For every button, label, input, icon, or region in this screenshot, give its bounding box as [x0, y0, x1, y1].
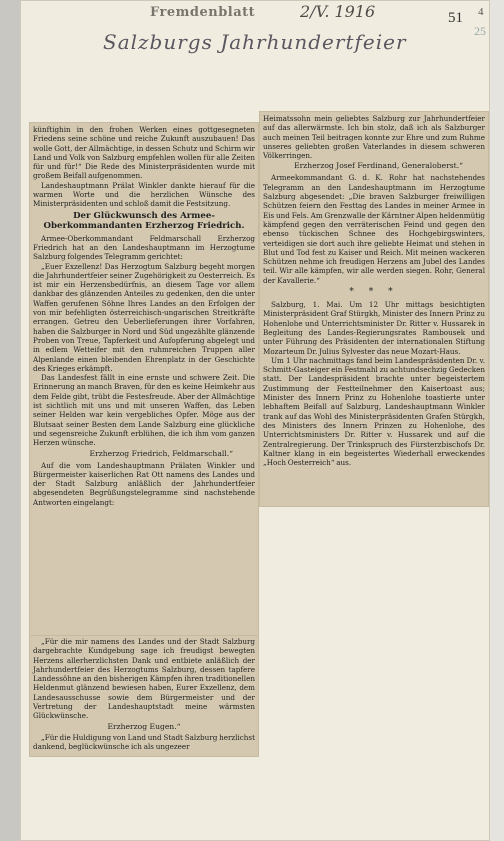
- newspaper-stamp: Fremdenblatt: [150, 5, 256, 20]
- clipping-left-column: [30, 123, 258, 636]
- signature-line: Erzherzog Friedrich, Feldmarschall.“: [89, 448, 233, 458]
- scan-right-border: [490, 0, 504, 841]
- paragraph: künftighin in den frohen Werken eines gottgesegneten Friedens seine schöne und reiche Zukunft auszubauen! Das wolle Gott, der Allmächtige, in dessen Schutz und Schirm wir Land und Volk von Salzburg empfehlen wollen für alle Zeiten für und für!“ Die Rede des Ministerpräsidenten wurde mit großem Beifall aufgenommen.: [33, 125, 255, 181]
- paragraph: „Für die Huldigung von Land und Stadt Salzburg herzlichst dankend, beglückwünsche ich als ungezeer: [33, 732, 256, 751]
- section-separator: * * *: [349, 287, 399, 298]
- corner-mark: 4: [478, 6, 484, 18]
- paragraph: Armee-Oberkommandant Feldmarschall Erzherzog Friedrich hat an den Landeshauptmann im Herzogtume Salzburg folgendes Telegramm gerichtet:: [33, 233, 255, 262]
- paragraph: „Für die mir namens des Landes und der Stadt Salzburg dargebrachte Kundgebung sage ich freudigst bewegten Herzens allerherzlichsten Dank und entbiete anläßlich der Jahrhundertfeier des Herzogtums Salzburg, dessen tapfere Landessöhne an den bisherigen Kämpfen ihren traditionellen Heldenmut glänzend bewiesen haben, Eurer Exzellenz, dem Landesausschusse sowie dem Bürgermeister und der Vertretung der Landeshauptstadt meine wärmsten Glückwünsche.: [33, 637, 255, 721]
- paragraph: Heimatssohn mein geliebtes Salzburg zur Jahrhundertfeier auf das allerwärmste. Ich bin stolz, daß ich als Salzburger auch meinen Teil beitragen konnte zur Ehre und zum Ruhme unseres geliebten großen Vaterlandes in diesem schweren Völkerringen.: [263, 114, 485, 161]
- handwritten-date: 2/V. 1916: [300, 2, 376, 21]
- page-number: 51: [448, 10, 463, 26]
- scan-left-border: [0, 0, 20, 841]
- paragraph: Das Landesfest fällt in eine ernste und schwere Zeit. Die Erinnerung an manch Braven, für den es keine Heimkehr aus dem Felde gibt, trübt die Festesfreude. Aber der Allmächtige ist sichtlich mit uns und mit unseren Waffen, das Leben seiner Helden war kein vergebliches Opfer. Möge aus der Blutsaat seiner Besten dem Lande Salzburg eine glückliche und segensreiche Zukunft erblühen, die ich ihm vom ganzen Herzen wünsche.: [33, 373, 255, 448]
- clipping-left-continuation: [30, 636, 258, 756]
- handwritten-title: Salzburgs Jahrhundertfeier: [103, 30, 407, 54]
- paragraph: Auf die vom Landeshauptmann Prälaten Winkler und Bürgermeister kaiserlichen Rat Ott namens des Landes und der Stadt Salzburg anläßlich der Jahrhundertfeier abgesendeten Begrüßungstelegramme sind nachstehende Antworten eingelangt:: [33, 460, 255, 507]
- signature-line: Erzherzog Eugen.“: [107, 721, 181, 731]
- corner-mark-secondary: 25: [474, 24, 486, 38]
- paragraph: Um 1 Uhr nachmittags fand beim Landespräsidenten Dr. v. Schmitt-Gasteiger ein Festmahl zu achtundsechzig Gedecken statt. Der Landespräsident brachte unter begeistertem Zustimmung der Festteilnehmer den Kaisertoast aus; Minister des Innern Prinz zu Hohenlohe toastierte unter lebhaftem Beifall auf Salzburg, Landeshauptmann Winkler trank auf das Wohl des Ministerpräsidenten Grafen Stürgkh, des Ministers des Innern Prinzen zu Hohenlohe, des Unterrichtsministers Dr. Ritter v. Hussarek und auf die Zentralregierung. Der Trinkspruch des Fürsterzbischofs Dr. Kaltner klang in ein begeistertes Wiederhall erweckendes „Hoch Oesterreich“ aus.: [263, 355, 485, 468]
- paragraph: Landeshauptmann Prälat Winkler dankte hierauf für die warmen Worte und die herzlichen Wünsche des Ministerpräsidenten und schloß damit die Festsitzung.: [33, 180, 255, 209]
- paragraph: „Euer Exzellenz! Das Herzogtum Salzburg begeht morgen die Jahrhundertfeier seiner Zugehörigkeit zu Oesterreich. Es ist mir ein Herzensbedürfnis, an diesem Tage vor allem dankbar des glänzenden Anteiles zu gedenken, den die unter Waffen gerufenen Söhne Ihres Landes an den Erfolgen der von mir befehligten österreichisch-ungarischen Streitkräfte errangen. Getreu den Ueberlieferungen ihrer Vorfahren, haben die Salzburger in Nord und Süd ungezählte glänzende Proben von Treue, Tapferkeit und Aufopferung abgelegt und in edlem Wetteifer mit den ruhmreichen Truppen aller Alpenlande einen bleibenden Ehrenplatz in der Geschichte des Krieges erkämpft.: [33, 261, 255, 373]
- clipping-right-column: [260, 112, 488, 506]
- signature-line: Erzherzog Josef Ferdinand, Generaloberst.“: [294, 161, 463, 171]
- article-heading: Der Glückwunsch des Armee-Oberkommandanten Erzherzog Friedrich.: [43, 210, 245, 232]
- paragraph: Armeekommandant G. d. K. Rohr hat nachstehendes Telegramm an den Landeshauptmann im Herzogtume Salzburg abgesendet: „Die braven Salzburger freiwilligen Schützen feiern den Festtag des Landes in meiner Armee in Eis und Fels. Am Grenzwalle der Kärntner Alpen heldenmütig kämpfend gegen den verräterischen Feind und gegen den ebenso tückischen Schnee des Hochgebirgswinters, verteidigen sie dort auch ihre geliebte Heimat und stehen in Blut und Tod fest zu Kaiser und Reich. Mit meinen wackeren Schützen nehme ich freudigen Herzens am Jubel des Landes teil. Wir alle kämpfen, wir alle werden siegen. Rohr, General der Kavallerie.“: [263, 173, 485, 285]
- paragraph: Salzburg, 1. Mai. Um 12 Uhr mittags besichtigten Ministerpräsident Graf Stürgkh, Minister des Innern Prinz zu Hohenlohe und Unterrichtsminister Dr. Ritter v. Hussarek in Begleitung des Landes-Regierungsrates Rambousek und unter Führung des Präsidenten der internationalen Stiftung Mozarteum Dr. Julius Sylvester das neue Mozart-Haus.: [263, 300, 485, 356]
